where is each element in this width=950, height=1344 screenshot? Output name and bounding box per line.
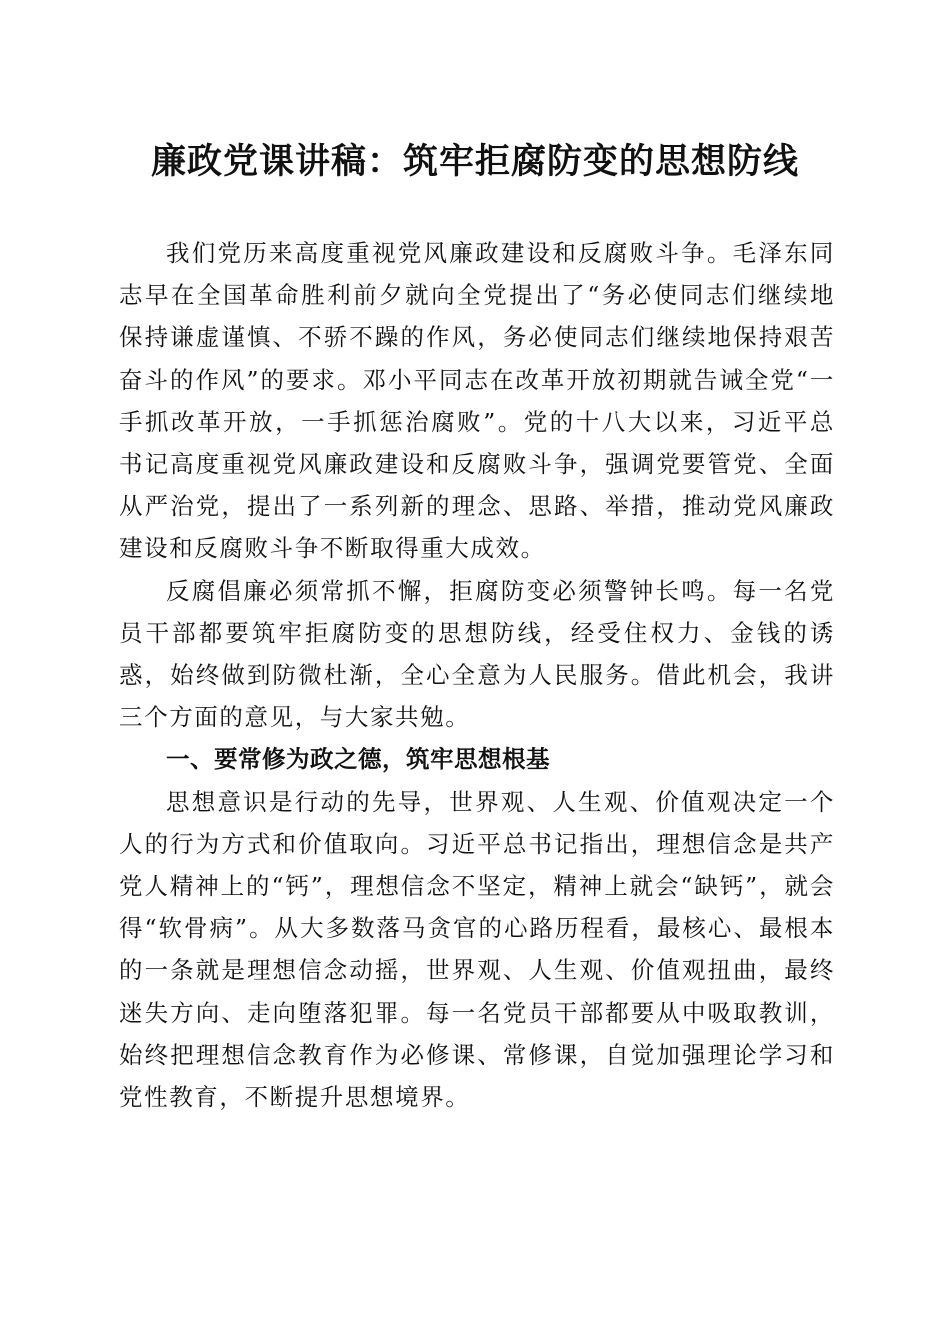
- document-title: 廉政党课讲稿：筑牢拒腐防变的思想防线: [150, 141, 799, 182]
- second-paragraph: 反腐倡廉必须常抓不懈，拒腐防变必须警钟长鸣。每一名党员干部都要筑牢拒腐防变的思想防线，经受住权力、金钱的诱惑，始终做到防微杜渐，全心全意为人民服务。借此机会，我讲三个方面的意见，与大家共勉。: [119, 576, 835, 732]
- section-heading-1: 一、要常修为政之德，筑牢思想根基: [166, 745, 550, 774]
- intro-paragraph: 我们党历来高度重视党风廉政建设和反腐败斗争。毛泽东同志早在全国革命胜利前夕就向全党提出了“务必使同志们继续地保持谦虚谨慎、不骄不躁的作风，务必使同志们继续地保持艰苦奋斗的作风”的要求。邓小平同志在改革开放初期就告诫全党“一手抓改革开放，一手抓惩治腐败”。党的十八大以来，习近平总书记高度重视党风廉政建设和反腐败斗争，强调党要管党、全面从严治党，提出了一系列新的理念、思路、举措，推动党风廉政建设和反腐败斗争不断取得重大成效。: [119, 239, 835, 563]
- section-1-paragraph: 思想意识是行动的先导，世界观、人生观、价值观决定一个人的行为方式和价值取向。习近平总书记指出，理想信念是共产党人精神上的“钙”，理想信念不坚定，精神上就会“缺钙”，就会得“软骨病”。从大多数落马贪官的心路历程看，最核心、最根本的一条就是理想信念动摇，世界观、人生观、价值观扭曲，最终迷失方向、走向堕落犯罪。每一名党员干部都要从中吸取教训，始终把理想信念教育作为必修课、常修课，自觉加强理论学习和党性教育，不断提升思想境界。: [119, 787, 835, 1112]
- document-body: [119, 232, 835, 1118]
